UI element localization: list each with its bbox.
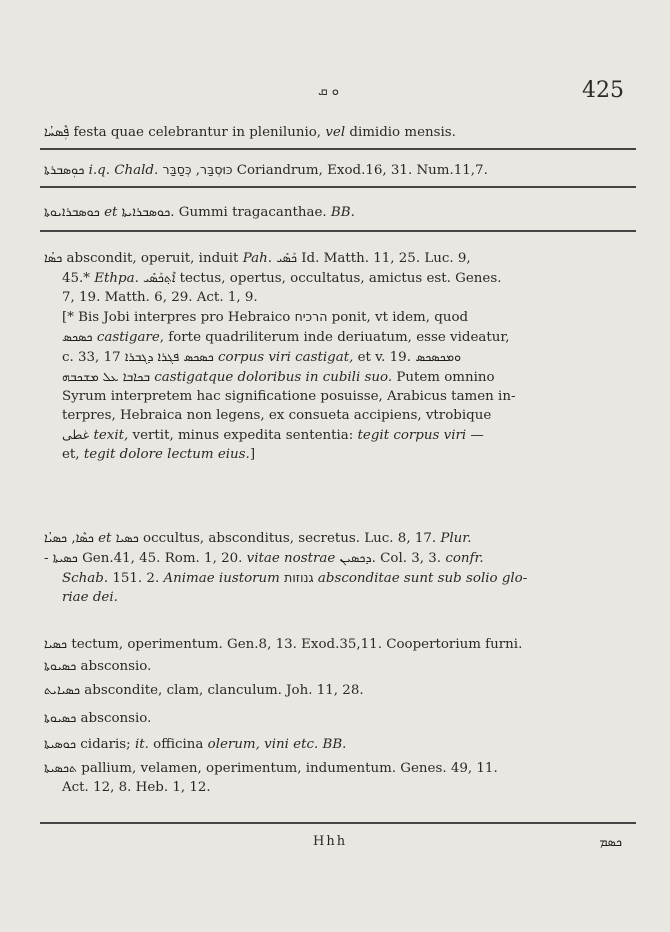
syriac-headword: ܟܣܶܐ [75, 530, 94, 545]
entry-italic: confr. [445, 551, 484, 566]
separator-rule [40, 186, 636, 188]
syriac-headword: ܟܣܝܐ [44, 636, 68, 651]
source-abbrev: BB. [330, 205, 355, 220]
entry-text: . Gummi tragacanthae. [170, 205, 331, 220]
entry-absconsio-2 [44, 708, 630, 728]
syriac-headword: ܬܟܣܝܬܐ [44, 760, 78, 775]
note-italic: tegit corpus viri — [357, 428, 484, 443]
running-header [0, 80, 670, 110]
entry-italic: absconditae sunt sub solio glo- [313, 571, 528, 586]
note-italic: tegit dolore lectum eius. [83, 447, 250, 462]
note-italic: texit, [89, 428, 129, 443]
entry-italic: Plur. [440, 531, 472, 546]
entry-text: dimidio mensis. [345, 125, 456, 140]
entry-cidaris [44, 734, 630, 754]
entry-text: Id. Matth. 11, 25. Luc. 9, [297, 251, 471, 266]
syriac-headword: ܟܣܝܘܬܐ [44, 658, 77, 673]
syriac-word: ܟܰܣܺܝ [276, 250, 297, 265]
catchword: ܟܣܡ [599, 834, 622, 849]
footer-rule [40, 822, 636, 824]
entry-text: tectus, opertus, occultatus, amictus est. Genes. [175, 271, 502, 286]
syriac-headword: ܟܘܣܝܬܐ [44, 736, 77, 751]
syriac-phrase: ܒܟܐܒܐ ܥܠ ܡܫܟܒܗ [62, 369, 150, 384]
note-text: terpres, Hebraica non legens, ex consueta accipiens, vtrobique [62, 408, 492, 423]
entry-text: . Col. 3, 3. [371, 551, 446, 566]
entry-text: pallium, velamen, operimentum, indumentum. Genes. 49, 11. [77, 761, 498, 776]
entry-italic: vitae nostrae [246, 551, 336, 566]
syriac-word: ܟܣܝܳܐ [44, 530, 68, 545]
entry-text: officina [148, 737, 208, 752]
syriac-headword: ܟܘܣܒܪܐܝܘܬܐ [44, 204, 100, 219]
entry-text: 7, 19. Matth. 6, 29. Act. 1, 9. [62, 290, 258, 305]
syriac-headword: ܟܘܼܣܒܪܬܐ [44, 162, 85, 177]
entry-text: Coriandrum, Exod.16, 31. Num.11,7. [232, 163, 488, 178]
note-text: ponit, vt idem, quod [327, 310, 469, 325]
separator-text: - [44, 551, 53, 566]
note-text: et v. 19. [353, 350, 416, 365]
note-text: Putem omnino [392, 370, 495, 385]
separator-text: , [67, 531, 76, 546]
note-text: ] [249, 447, 256, 462]
entry-italic: et [93, 531, 116, 546]
conjugation-label: Ethpa. [94, 271, 139, 286]
signature-mark: Hhh [313, 834, 348, 849]
entry-text: absconsio. [76, 711, 152, 726]
entry-text: tectum, operimentum. Gen.8, 13. Exod.35,11. Coopertorium furni. [67, 637, 523, 652]
hebrew-word: הרכיח [294, 309, 328, 324]
entry-italic: Animae iustorum [163, 571, 280, 586]
note-text: c. 33, 17 [62, 350, 125, 365]
entry-occultus [44, 528, 630, 607]
note-text: vertit, minus expedita sententia: [128, 428, 358, 443]
syriac-headword: ܦܼܶܣܚܳܐ [44, 124, 70, 139]
note-text: , forte quadriliterum inde deriuatum, esse videatur, [159, 330, 510, 345]
syriac-word: ܐܶܬ݂ܟܰܣܺܝ [143, 270, 176, 285]
entry-absconsio-1 [44, 656, 630, 676]
entry-text: Act. 12, 8. Heb. 1, 12. [62, 780, 211, 795]
syriac-word: ܟܘܣܒܪܐܝܬܐ [121, 204, 171, 219]
entry-text: cidaris; [76, 737, 135, 752]
entry-italic: riae dei. [62, 590, 118, 605]
entry-italic: i.q. Chald. [84, 163, 159, 178]
note-text: et, [62, 447, 84, 462]
hebrew-word: כּוּסְבַּר [200, 162, 233, 177]
note-italic: castigatque doloribus in cubili suo. [149, 370, 393, 385]
entry-tectum [44, 634, 630, 654]
conjugation-label: Pah. [242, 251, 272, 266]
entry-text: 45.* [62, 271, 95, 286]
header-mark: ܘ ܩ [318, 84, 340, 99]
entry-festa [44, 122, 630, 142]
source-abbrev: BB. [318, 737, 347, 752]
entry-text: festa quae celebrantur in plenilunio, [73, 125, 326, 140]
entry-text: 151. 2. [108, 571, 164, 586]
syriac-word: ܘܡܟܣܟܣ [415, 349, 462, 364]
entry-pallium [44, 758, 630, 797]
syriac-word: ܕܟܣܝܢ [339, 550, 372, 565]
entry-gummi [44, 202, 630, 222]
entry-italic: it. [134, 737, 149, 752]
entry-abscondit [44, 248, 630, 464]
entry-text: Gen.41, 45. Rom. 1, 20. [77, 551, 247, 566]
entry-abscondite [44, 680, 630, 700]
note-italic: castigare [92, 330, 160, 345]
entry-text: abscondit, operuit, induit [62, 251, 243, 266]
entry-text: absconsio. [76, 659, 152, 674]
separator-rule [40, 230, 636, 232]
entry-text: abscondite, clam, clanculum. Joh. 11, 28. [80, 683, 364, 698]
note-text: Syrum interpretem hac significatione posuisse, Arabicus tamen in- [62, 389, 516, 404]
entry-italic: et [99, 205, 122, 220]
syriac-word: ܟܣܝܐ [115, 530, 139, 545]
page-number: 425 [582, 78, 624, 103]
syriac-headword: ܟܣܝܘܬܐ [44, 710, 77, 725]
entry-text: occultus, absconditus, secretus. Luc. 8, 17. [138, 531, 441, 546]
syriac-headword: ܟܣܝܐܝܬ [44, 682, 81, 697]
arabic-word: غطى [62, 427, 90, 442]
syriac-phrase: ܟܣܟܣ ܦܓܪܐ ܕܓܒܪܐ [124, 349, 214, 364]
entry-italic: olerum, vini etc. [207, 737, 319, 752]
entry-italic: vel [325, 125, 346, 140]
hebrew-word: כְּסַבַּר [162, 162, 192, 177]
syriac-word: ܟܣܝܬܐ [52, 550, 78, 565]
separator-rule [40, 148, 636, 150]
separator-text: , [191, 163, 201, 178]
entry-coriandrum [44, 160, 630, 180]
note-text: [* Bis Jobi interpres pro Hebraico [62, 310, 295, 325]
entry-italic: Schab. [62, 571, 109, 586]
syriac-headword: ܟܣܳܐ [44, 250, 63, 265]
syriac-word: ܟܣܟܣ [62, 329, 93, 344]
note-italic: corpus viri castigat, [213, 350, 354, 365]
hebrew-word: גנוזות [284, 570, 314, 585]
